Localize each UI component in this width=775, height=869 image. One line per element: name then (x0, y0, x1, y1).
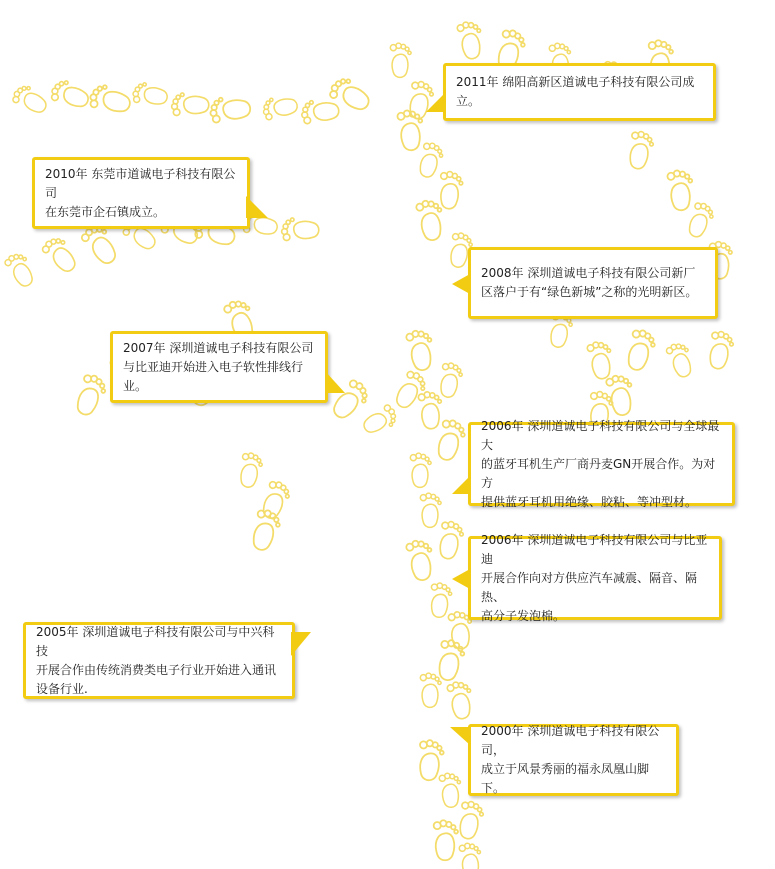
footprint-icon (49, 77, 92, 111)
timeline-text-2011: 2011年 绵阳高新区道诚电子科技有限公司成立。 (456, 75, 695, 108)
timeline-entry-2006-gn (468, 418, 735, 509)
footprint-icon (706, 330, 735, 370)
footprint-icon (586, 340, 615, 380)
footprint-icon (72, 373, 109, 419)
callout-pointer-2007 (325, 371, 347, 395)
timeline-entry-2006-byd (468, 532, 722, 623)
footprint-icon (390, 43, 411, 77)
footprint-icon (392, 369, 430, 412)
footprint-icon (605, 373, 636, 417)
timeline-text-2007: 2007年 深圳道诚电子科技有限公司 与比亚迪开始进入电子软性排线行业。 (123, 340, 314, 393)
timeline-entry-2010 (32, 157, 250, 229)
footprint-icon (456, 800, 485, 840)
footprint-icon (446, 680, 475, 720)
callout-pointer-2008 (452, 274, 472, 296)
callout-pointer-2011 (426, 92, 448, 114)
footprint-icon (456, 20, 485, 60)
footprint-icon (301, 98, 340, 124)
footprint-icon (11, 82, 51, 117)
footprint-icon (88, 82, 133, 116)
timeline-text-2000: 2000年 深圳道诚电子科技有限公司， 成立于风景秀丽的福永凤凰山脚下。 (481, 724, 660, 795)
timeline-entry-2008 (468, 247, 718, 319)
footprint-icon (434, 820, 458, 860)
timeline-entry-2011 (443, 63, 716, 121)
footprint-icon (40, 233, 81, 276)
footprint-icon (172, 93, 209, 116)
timeline-text-2010: 2010年 东莞市道诚电子科技有限公司 在东莞市企石镇成立。 (45, 166, 236, 219)
callout-pointer-2005 (291, 632, 313, 658)
timeline-text-2006-byd: 2006年 深圳道诚电子科技有限公司与比亚迪 开展合作向对方供应汽车减震、隔音、隔热、 高分子发泡棉。 (481, 532, 708, 623)
footprint-icon (209, 95, 251, 123)
callout-pointer-2010 (246, 196, 270, 220)
footprint-icon (437, 362, 463, 399)
timeline-text-2008: 2008年 深圳道诚电子科技有限公司新厂 区落户于有“绿色新城”之称的光明新区。 (481, 266, 698, 299)
callout-pointer-2006-gn (452, 476, 472, 498)
footprint-icon (418, 391, 444, 430)
timeline-entry-2007 (110, 331, 328, 403)
footprint-icon (3, 250, 38, 290)
footprint-icon (397, 109, 425, 151)
footprint-icon (434, 418, 468, 463)
footprint-icon (459, 842, 483, 869)
footprint-icon (420, 493, 441, 527)
footprint-icon (436, 520, 465, 560)
footprint-icon (439, 772, 463, 808)
timeline-text-2006-gn: 2006年 深圳道诚电子科技有限公司与全球最大 的蓝牙耳机生产厂商丹麦GN开展合作。为对方 提供蓝牙耳机用绝缘、胶粘、等冲型材。 (481, 418, 720, 509)
timeline-entry-2005 (23, 622, 295, 699)
footprint-icon (435, 639, 466, 683)
footprint-icon (360, 403, 400, 438)
footprint-icon (410, 453, 431, 487)
timeline-text-2005: 2005年 深圳道诚电子科技有限公司与中兴科技 开展合作由传统消费类电子行业开始进入通讯 设备行业. (36, 624, 277, 696)
callout-pointer-2006-byd (452, 569, 472, 591)
footprint-icon (665, 340, 696, 379)
footprint-icon (685, 201, 716, 240)
footprint-icon (429, 582, 453, 618)
footprint-icon (667, 169, 695, 211)
footprint-icon (624, 328, 658, 373)
footprint-icon (261, 94, 298, 120)
timeline-entry-2000 (468, 724, 679, 796)
footprint-icon (327, 74, 374, 115)
footprint-icon (237, 452, 263, 489)
footprint-icon (132, 81, 169, 107)
footprint-icon (438, 171, 464, 210)
footprint-icon (405, 538, 436, 582)
footprint-icon (282, 218, 319, 241)
footprint-icon (626, 130, 655, 170)
footprint-icon (405, 328, 436, 372)
callout-pointer-2000 (450, 727, 472, 747)
footprint-icon (420, 673, 441, 707)
